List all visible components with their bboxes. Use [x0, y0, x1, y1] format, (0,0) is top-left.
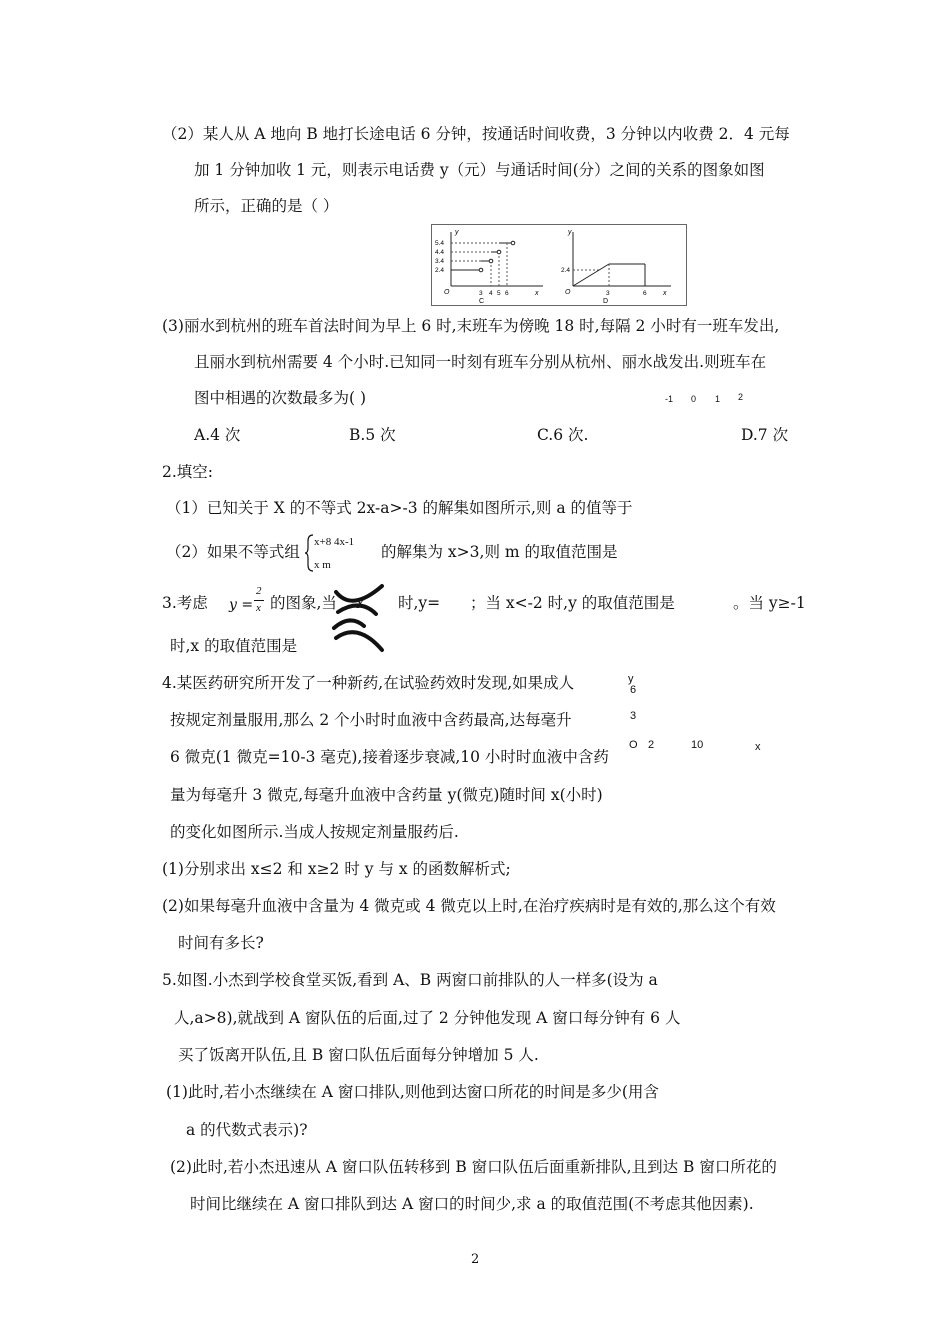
- page-number: 2: [471, 1252, 480, 1267]
- s2-item2-prefix: （2）如果不等式组: [166, 543, 300, 561]
- s3-prefix: 3.考虑: [162, 594, 208, 612]
- graph-d-x-tick: 3: [606, 290, 610, 297]
- s3-fraction-denominator: x: [256, 602, 261, 614]
- graph-d-y-tick: 2.4: [561, 267, 571, 274]
- q3-option-c: C.6 次.: [537, 426, 589, 444]
- s4-line1: 4.某医药研究所开发了一种新药,在试验药效时发现,如果成人: [162, 674, 575, 692]
- s4-q2-line2: 时间有多长?: [178, 934, 264, 952]
- s3-y-eq: y =: [229, 597, 254, 613]
- s4-fig-x10: 10: [691, 739, 704, 751]
- graph-c-x-axis-label: x: [535, 290, 539, 297]
- s4-q2-line1: (2)如果每毫升血液中含量为 4 微克或 4 微克以上时,在治疗疾病时是有效的,那么这个有效: [162, 897, 776, 915]
- graph-c-x-tick: 3: [479, 290, 483, 297]
- number-line-label: -1: [665, 394, 674, 404]
- s4-fig-y-label: y: [628, 673, 634, 685]
- s5-q1-line1: (1)此时,若小杰继续在 A 窗口排队,则他到达窗口所花的时间是多少(用含: [166, 1083, 659, 1101]
- s5-q2-line1: (2)此时,若小杰迅速从 A 窗口队伍转移到 B 窗口队伍后面重新排队,且到达 B 窗口所花的: [170, 1158, 777, 1176]
- q3-option-a: A.4 次: [194, 426, 241, 444]
- graph-c-y-tick: 5.4: [435, 240, 445, 247]
- graph-c-x-tick: 4: [489, 290, 493, 297]
- s4-fig-y3: 3: [630, 710, 637, 722]
- system-row-2: x m: [314, 559, 331, 571]
- s3-x: x: [356, 594, 365, 612]
- q2-line1: （2）某人从 A 地向 B 地打长途电话 6 分钟，按通话时间收费，3 分钟以内收费 2．4 元每: [162, 125, 790, 143]
- graph-d-origin: O: [565, 289, 571, 296]
- system-row-1: x+8 4x-1: [314, 536, 355, 548]
- graph-c-y-tick: 2.4: [435, 267, 445, 274]
- s2-item1: （1）已知关于 X 的不等式 2x-a>-3 的解集如图所示,则 a 的值等于: [166, 499, 633, 517]
- s4-fig-x-label: x: [755, 741, 761, 753]
- s3-part2: 时,y=: [398, 594, 441, 612]
- graph-d-label: D: [603, 298, 609, 305]
- graph-d-y-axis-label: y: [568, 229, 572, 236]
- s4-line4: 量为每毫升 3 微克,每毫升血液中含药量 y(微克)随时间 x(小时): [170, 786, 603, 804]
- q3-option-b: B.5 次: [349, 426, 396, 444]
- s4-line5: 的变化如图所示.当成人按规定剂量服药后.: [170, 823, 459, 841]
- graph-c-x-tick: 5: [497, 290, 501, 297]
- s4-line3: 6 微克(1 微克=10-3 毫克),接着逐步衰减,10 小时时血液中含药: [170, 748, 609, 766]
- q2-line3: 所示，正确的是（ ）: [194, 197, 339, 215]
- q3-option-d: D.7 次: [741, 426, 789, 444]
- s4-fig-y6: 6: [630, 684, 637, 696]
- hand-drawn-curves: [330, 580, 390, 656]
- graph-d-x-tick: 6: [643, 290, 647, 297]
- graph-c-y-tick: 4.4: [435, 249, 445, 256]
- s3-line2: 时,x 的取值范围是: [170, 637, 298, 655]
- system-brace: [304, 534, 314, 572]
- graph-c-origin: O: [444, 289, 450, 296]
- s4-fig-origin: O: [629, 739, 638, 751]
- number-line-label: 2: [738, 392, 744, 402]
- s4-line2: 按规定剂量服用,那么 2 个小时时血液中含药最高,达每毫升: [170, 711, 572, 729]
- q3-line2: 且丽水到杭州需要 4 个小时.已知同一时刻有班车分别从杭州、丽水战发出.则班车在: [194, 353, 767, 371]
- s5-line3: 买了饭离开队伍,且 B 窗口队伍后面每分钟增加 5 人.: [178, 1046, 539, 1064]
- s5-line1: 5.如图.小杰到学校食堂买饭,看到 A、B 两窗口前排队的人一样多(设为 a: [162, 971, 658, 989]
- number-line-label: 1: [715, 394, 721, 404]
- s4-q1: (1)分别求出 x≤2 和 x≥2 时 y 与 x 的函数解析式;: [162, 860, 511, 878]
- s3-part4: 。当 y≥-1: [733, 594, 806, 612]
- section-2-heading: 2.填空:: [162, 463, 214, 481]
- graph-d-x-axis-label: x: [663, 290, 667, 297]
- phone-fee-graphs-figure: [431, 224, 687, 306]
- q2-line2: 加 1 分钟加收 1 元，则表示电话费 y（元）与通话时间(分）之间的关系的图象如图: [194, 161, 765, 179]
- graph-c-label: C: [479, 298, 485, 305]
- graph-c-y-tick: 3.4: [435, 258, 445, 265]
- s5-line2: 人,a>8),就战到 A 窗队伍的后面,过了 2 分钟他发现 A 窗口每分钟有 6 人: [174, 1009, 681, 1027]
- q3-line1: (3)丽水到杭州的班车首法时间为早上 6 时,末班车为傍晚 18 时,每隔 2 小时有一班车发出,: [162, 317, 780, 335]
- s3-mid: 的图象,当: [270, 594, 337, 612]
- q3-line3: 图中相遇的次数最多为( ): [194, 389, 367, 407]
- graph-c-x-tick: 6: [505, 290, 509, 297]
- s3-fraction-bar: [254, 600, 264, 601]
- s5-q2-line2: 时间比继续在 A 窗口排队到达 A 窗口的时间少,求 a 的取值范围(不考虑其他因素).: [190, 1195, 754, 1213]
- number-line-label: 0: [691, 394, 697, 404]
- graph-c-y-axis-label: y: [455, 229, 459, 236]
- s3-fraction-numerator: 2: [256, 585, 262, 597]
- s3-part3: ；当 x<-2 时,y 的取值范围是: [470, 594, 675, 612]
- s2-item2-suffix: 的解集为 x>3,则 m 的取值范围是: [381, 543, 618, 561]
- s5-q1-line2: a 的代数式表示)?: [186, 1121, 308, 1139]
- s4-fig-x2: 2: [648, 739, 655, 751]
